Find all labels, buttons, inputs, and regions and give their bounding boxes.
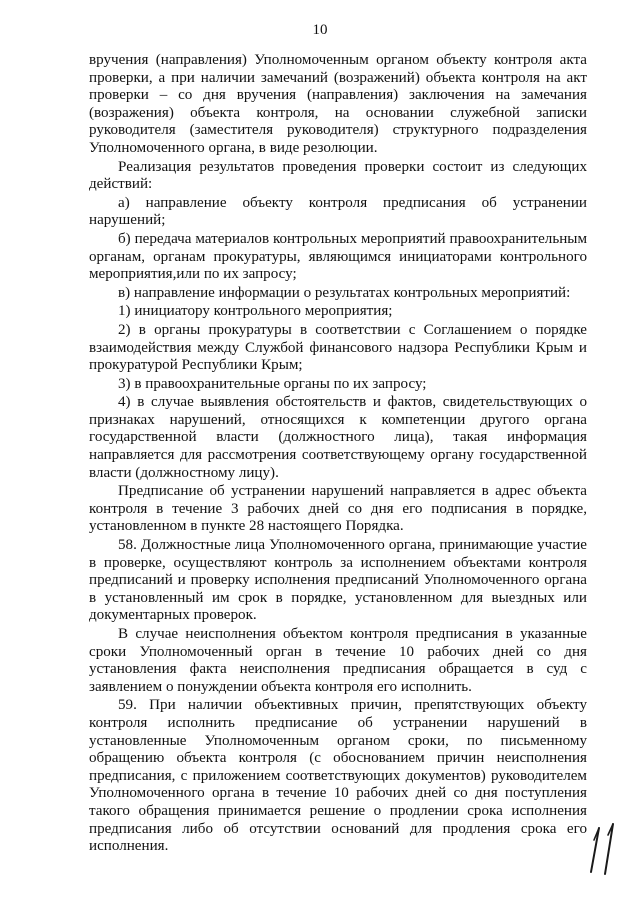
- list-item-c-3: 3) в правоохранительные органы по их запросу;: [118, 375, 427, 392]
- list-item-c-2: 2) в органы прокуратуры в соответствии с Соглашением о порядке взаимодействия между Службой финансового надзора Республики Крым и прокуратурой Республики Крым;: [89, 321, 587, 374]
- handwritten-page-mark: [585, 820, 625, 880]
- list-item-b: б) передача материалов контрольных мероприятий правоохранительным органам, органам прокуратуры, являющимся инициаторами контрольного мероприятия,или по их запросу;: [89, 230, 587, 283]
- paragraph-non-compliance: В случае неисполнения объектом контроля предписания в указанные сроки Уполномоченный орган в течение 10 рабочих дней со дня установления факта неисполнения предписания обращается в суд с заявлением о понуждении объекта контроля его исполнить.: [89, 626, 587, 695]
- clause-58: 58. Должностные лица Уполномоченного органа, принимающие участие в проверке, осуществляют контроль за исполнением объектами контроля предписаний и проверку исполнения предписаний Уполномоченного органа в установленный им срок в порядке, установленном для выездных или документарных проверок.: [89, 537, 587, 624]
- list-item-c-1: 1) инициатору контрольного мероприятия;: [118, 303, 393, 320]
- list-item-a: а) направление объекту контроля предписания об устранении нарушений;: [89, 194, 587, 229]
- clause-59: 59. При наличии объективных причин, препятствующих объекту контроля исполнить предписание об устранении нарушений в установленные Уполномоченным органом сроки, по письменному обращению объекта контроля (с обоснованием причин неисполнения предписания, с приложением соответствующих документов) руководителем Уполномоченного органа в течение 10 рабочих дней со дня поступления такого обращения принимается решение о продлении срока исполнения предписания либо об отсутствии оснований для продления срока его исполнения.: [89, 697, 587, 855]
- list-item-c: в) направление информации о результатах контрольных мероприятий:: [118, 284, 571, 301]
- paragraph-continuation: вручения (направления) Уполномоченным органом объекту контроля акта проверки, а при наличии замечаний (возражений) объекта контроля на акт проверки – со дня вручения (направления) заключения на замечания (возражения) объекта контроля, на основании служебной записки руководителя (заместителя руководителя) структурного подразделения Уполномоченного органа, в виде резолюции.: [89, 52, 587, 156]
- paragraph-prescription-sending: Предписание об устранении нарушений направляется в адрес объекта контроля в течение 3 рабочих дней со дня его подписания в порядке, установленном в пункте 28 настоящего Порядка.: [89, 483, 587, 535]
- list-item-c-4: 4) в случае выявления обстоятельств и фактов, свидетельствующих о признаках нарушений, относящихся к компетенции другого органа государственной власти (должностного лица), такая информация направляется для рассмотрения соответствующему органу государственной власти (должностному лицу).: [89, 394, 587, 481]
- page-number: 10: [312, 22, 328, 38]
- document-body: [89, 52, 587, 856]
- paragraph-implementation-intro: Реализация результатов проведения проверки состоит из следующих действий:: [89, 158, 587, 193]
